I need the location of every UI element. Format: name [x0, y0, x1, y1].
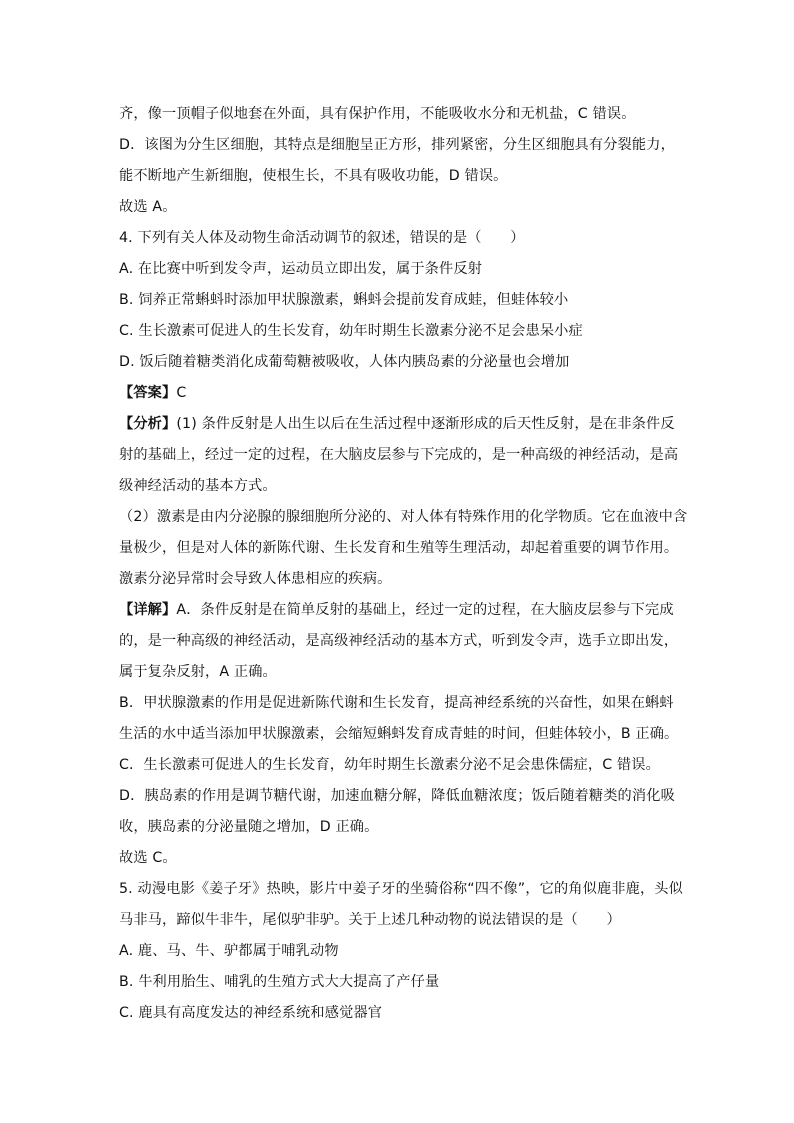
- q4-stem: 4. 下列有关人体及动物生命活动调节的叙述，错误的是（ ）: [119, 230, 525, 246]
- q4-detail-line-2: 的，是一种高级的神经活动，是高级神经活动的基本方式，听到发令声，选手立即出发，: [119, 633, 679, 649]
- q4-analysis-line-2: 射的基础上，经过一定的过程，在大脑皮层参与下完成的，是一种高级的神经活动，是高: [119, 447, 679, 463]
- q4-option-d: D. 饭后随着糖类消化成葡萄糖被吸收，人体内胰岛素的分泌量也会增加: [119, 354, 570, 370]
- detail-text: A．条件反射是在简单反射的基础上，经过一定的过程，在大脑皮层参与下完成: [176, 602, 674, 618]
- q4-option-a: A. 在比赛中听到发令声，运动员立即出发，属于条件反射: [119, 261, 483, 277]
- q4-analysis-line-4: （2）激素是由内分泌腺的腺细胞所分泌的、对人体有特殊作用的化学物质。它在血液中含: [119, 509, 688, 525]
- q5-stem-line-1: 5. 动漫电影《姜子牙》热映，影片中姜子牙的坐骑俗称“四不像”，它的角似鹿非鹿，头似: [119, 881, 683, 897]
- q3-option-d-line-2: 能不断地产生新细胞，使根生长，不具有吸收功能，D 错误。: [119, 168, 508, 184]
- q4-analysis-line-1: [119, 414, 675, 434]
- q5-stem-line-2: 马非马，蹄似牛非牛，尾似驴非驴。关于上述几种动物的说法错误的是（ ）: [119, 912, 621, 928]
- q4-analysis-line-6: 激素分泌异常时会导致人体患相应的疾病。: [119, 571, 392, 587]
- q3-option-d-line-1: D．该图为分生区细胞，其特点是细胞呈正方形，排列紧密，分生区细胞具有分裂能力，: [119, 137, 675, 153]
- q3-option-c-tail: 齐，像一顶帽子似地套在外面，具有保护作用，不能吸收水分和无机盐，C 错误。: [119, 106, 636, 122]
- q4-detail-line-7: D．胰岛素的作用是调节糖代谢，加速血糖分解，降低血糖浓度；饭后随着糖类的消化吸: [119, 788, 675, 804]
- q4-detail-line-4: B．甲状腺激素的作用是促进新陈代谢和生长发育，提高神经系统的兴奋性，如果在蝌蚪: [119, 695, 674, 711]
- q4-analysis-line-5: 量极少，但是对人体的新陈代谢、生长发育和生殖等生理活动，却起着重要的调节作用。: [119, 540, 679, 556]
- q4-option-b: B. 饲养正常蝌蚪时添加甲状腺激素，蝌蚪会提前发育成蛙，但蛙体较小: [119, 292, 569, 308]
- q4-detail-line-6: C．生长激素可促进人的生长发育，幼年时期生长激素分泌不足会患侏儒症，C 错误。: [119, 757, 660, 773]
- analysis-text: (1) 条件反射是人出生以后在生活过程中逐渐形成的后天性反射，是在非条件反: [176, 416, 675, 432]
- q4-answer: [119, 383, 186, 403]
- q5-option-c: C. 鹿具有高度发达的神经系统和感觉器官: [119, 1005, 383, 1021]
- analysis-label: 【分析】: [119, 416, 177, 432]
- q4-analysis-line-3: 级神经活动的基本方式。: [119, 478, 277, 494]
- q4-detail-line-3: 属于复杂反射，A 正确。: [119, 664, 277, 680]
- answer-value: C: [176, 385, 187, 401]
- q4-conclusion: 故选 C。: [119, 850, 177, 866]
- q3-conclusion: 故选 A。: [119, 199, 177, 215]
- q5-option-b: B. 牛利用胎生、哺乳的生殖方式大大提高了产仔量: [119, 974, 440, 990]
- q4-detail-line-8: 收，胰岛素的分泌量随之增加，D 正确。: [119, 819, 379, 835]
- detail-label: 【详解】: [119, 602, 177, 618]
- q5-option-a: A. 鹿、马、牛、驴都属于哺乳动物: [119, 943, 339, 959]
- q4-detail-line-5: 生活的水中适当添加甲状腺激素，会缩短蝌蚪发育成青蛙的时间，但蛙体较小，B 正确。: [119, 726, 679, 742]
- answer-label: 【答案】: [119, 385, 177, 401]
- q4-detail-line-1: [119, 600, 674, 620]
- q4-option-c: C. 生长激素可促进人的生长发育，幼年时期生长激素分泌不足会患呆小症: [119, 323, 583, 339]
